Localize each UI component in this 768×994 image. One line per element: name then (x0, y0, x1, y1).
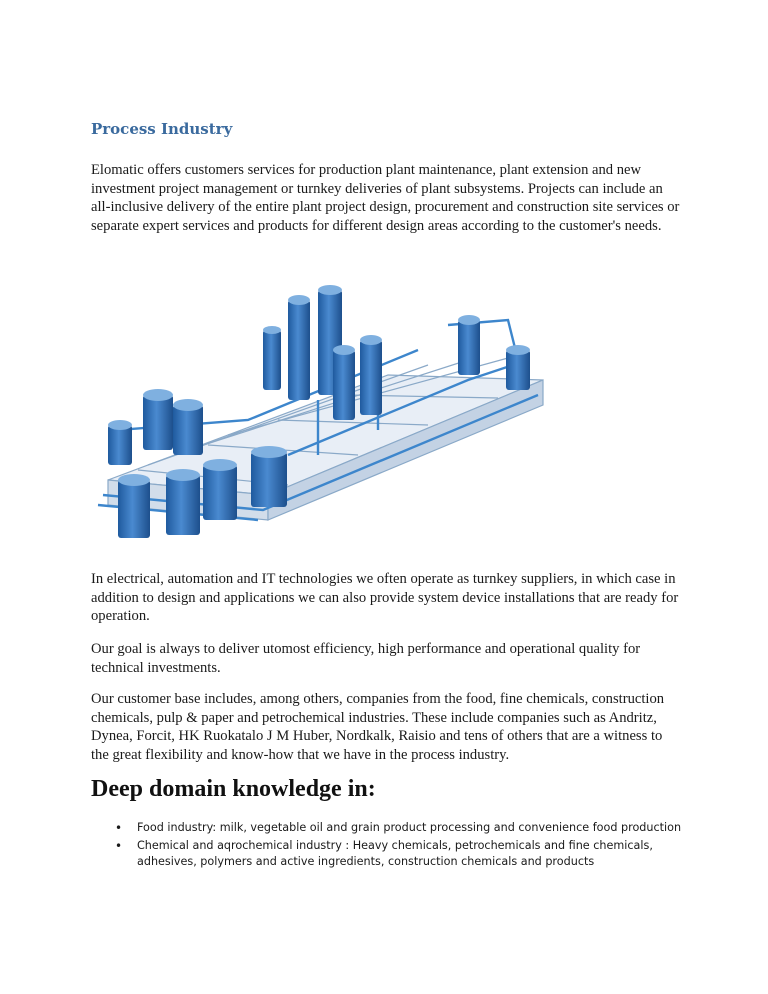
process-plant-illustration (88, 280, 548, 555)
knowledge-heading: Deep domain knowledge in: (91, 776, 376, 802)
tank-group-middle (108, 389, 203, 465)
bullet-icon: • (115, 821, 123, 835)
goal-paragraph: Our goal is always to deliver utomost efficiency, high performance and operational quality for technical investments. (91, 641, 641, 676)
list-item-text: Chemical and aqrochemical industry : Heavy chemicals, petrochemicals and fine chemicals, adhesives, polymers and active ingredients, construction chemicals and products (137, 839, 653, 868)
bullet-icon: • (115, 839, 123, 853)
list-item-text: Food industry: milk, vegetable oil and grain product processing and convenience food production (137, 821, 682, 834)
list-item (91, 820, 691, 836)
intro-paragraph: Elomatic offers customers services for production plant maintenance, plant extension and new investment project management or turnkey deliveries of plant subsystems. Projects can include an all-inclusive delivery of the entire plant project design, procurement and construction site services or separate expert services and products for different design areas according to the customer's needs. (91, 162, 680, 234)
page-title: Process Industry (91, 120, 233, 138)
knowledge-list (91, 820, 691, 872)
tall-silos (288, 285, 382, 420)
turnkey-paragraph: In electrical, automation and IT technologies we often operate as turnkey suppliers, in which case in addition to design and applications we can also provide system device installations that are ready for operation. (91, 571, 679, 624)
list-item (91, 838, 691, 870)
customers-paragraph: Our customer base includes, among others, companies from the food, fine chemicals, construction chemicals, pulp & paper and petrochemical industries. These include companies such as Andritz, Dynea, Forcit, HK Ruokatalo J M Huber, Nordkalk, Raisio and tens of others that are a witness to the great flexibility and know-how that we have in the process industry. (91, 691, 665, 763)
